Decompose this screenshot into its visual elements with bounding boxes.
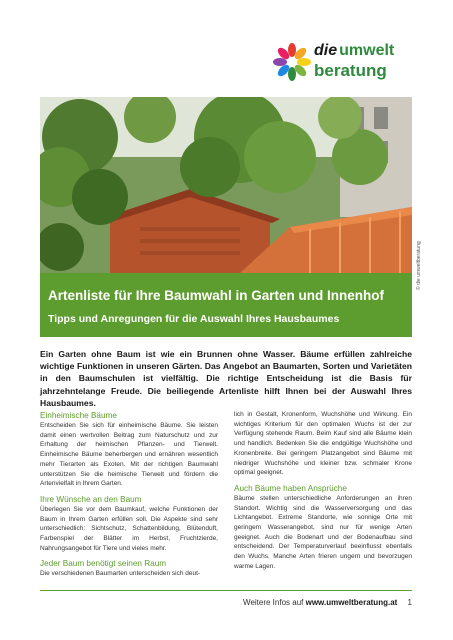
footer-text: Weitere Infos auf [243, 598, 304, 607]
photo-credit [416, 210, 426, 290]
section-paragraph: Entscheiden Sie sich für einheimische Bäume. Sie leisten damit einen wertvollen Beitrag zum Naturschutz und zur Erhaltung der heimischen Pflanzen- und Tierwelt. Einheimische Bäume beherbergen und ernähren wesentlich mehr Tierarten als Exoten. Mit der richtigen Baumwahl unterstützen Sie die heimische Tierwelt und fördern die Artenvielfalt in Ihrem Garten. [40, 422, 218, 488]
umweltberatung-logo [272, 42, 422, 82]
logo-umwelt: umwelt [339, 42, 395, 59]
logo-die: die [314, 42, 338, 59]
footer [243, 598, 412, 607]
logo-wordmark-line1 [314, 42, 394, 60]
page-title: Artenliste für Ihre Baumwahl in Garten und Innenhof [48, 288, 385, 303]
section-heading: Auch Bäume haben Ansprüche [234, 483, 347, 493]
intro-paragraph: Ein Garten ohne Baum ist wie ein Brunnen ohne Wasser. Bäume erfüllen zahlreiche wichtige Funktionen in unseren Gärten. Das Angebot an Baumarten, Sorten und Varietäten in den Baumschulen ist vielfältig. Die richtige Entscheidung ist die Basis für jahrzehntelange Freude. Die beiliegende Artenliste hilft Ihnen bei der Auswahl Ihres Hausbaumes. [40, 349, 412, 408]
flower-logo-icon [272, 42, 312, 82]
text-column-left [40, 410, 218, 583]
section-paragraph: lich in Gestalt, Kronenform, Wuchshöhe und Wirkung. Ein wichtiges Kriterium für den optimalen Wuchs ist der zur Verfügung stehende Raum. Beim Kauf sind alle Bäume klein und handlich. Bedenken Sie die endgültige Wuchshöhe und Kronenbreite. Bei geringem Platzangebot sind Bäume mit niedriger Wuchshöhe und kleiner bzw. schmaler Krone optimal geeignet. [234, 411, 412, 477]
page-subtitle: Tipps und Anregungen für die Auswahl Ihres Hausbaumes [48, 313, 340, 325]
footer-divider [40, 590, 412, 591]
photo-credit-text: © die umweltberatung [416, 241, 422, 290]
section-paragraph: Die verschiedenen Baumarten unterscheiden sich deut- [40, 570, 201, 578]
courtyard-photo [40, 97, 412, 273]
footer-link[interactable]: www.umweltberatung.at [305, 598, 398, 607]
title-banner [40, 273, 412, 337]
section-paragraph: Überlegen Sie vor dem Baumkauf, welche Funktionen der Baum in Ihrem Garten erfüllen soll. Die Aspekte sind sehr unterschiedlich: Sichtschutz, Schattenbildung, Blütenduft, Farbenspiel der Blätter im Herbst, Fruchtzierde, Nahrungsangebot für Tiere und vieles mehr. [40, 505, 218, 552]
logo-wordmark-line2: beratung [314, 61, 387, 80]
section-heading: Ihre Wünsche an den Baum [40, 494, 142, 504]
section-heading: Jeder Baum benötigt seinen Raum [40, 559, 167, 569]
text-column-right [234, 410, 412, 576]
section-paragraph: Bäume stellen unterschiedliche Anforderungen an ihren Standort. Wichtig sind die Wasserversorgung und das Lichtangebot. Extreme Standorte, wie sonnige Orte mit geringem Wasserangebot, sind nur für wenige Arten geeignet. Auch die Bodenart und der Bodenaufbau sind entscheidend. Der Temperaturverlauf beeinflusst ebenfalls den Wuchs. Manche Arten frieren ungern und bevorzugen warme Lagen. [234, 494, 412, 570]
section-heading: Einheimische Bäume [40, 411, 117, 420]
courtyard-photo-illustration [40, 97, 412, 273]
page-number: 1 [407, 598, 412, 607]
